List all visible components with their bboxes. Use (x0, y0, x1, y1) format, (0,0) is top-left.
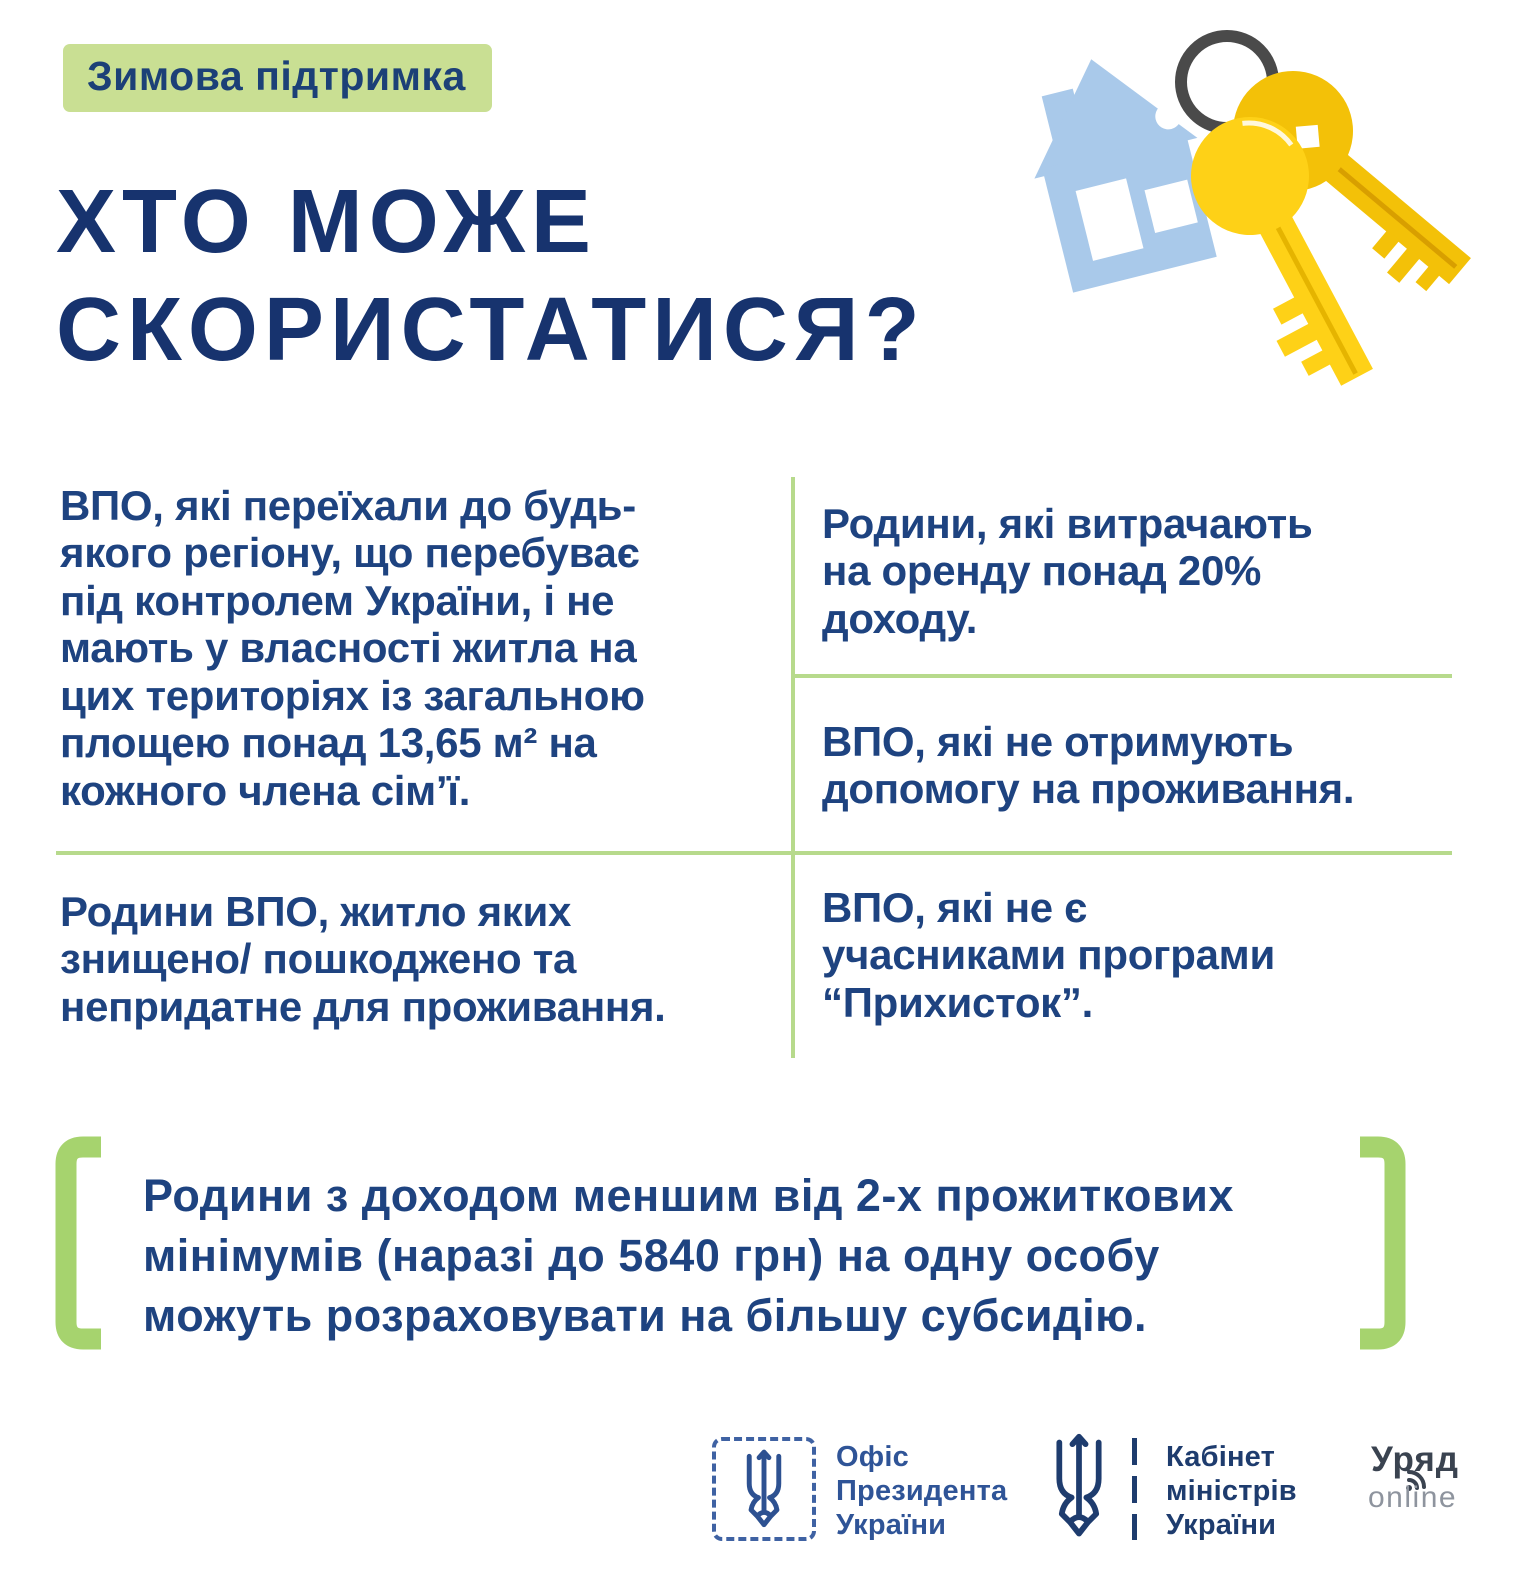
uryad-online-subtitle: online (1368, 1481, 1458, 1514)
eligibility-cell-no-allowance: ВПО, які не отримують допомогу на проживання. (822, 718, 1355, 813)
uryad-online-title: Уряд (1371, 1440, 1459, 1479)
eligibility-cell-families-rent: Родини, які витрачають на оренду понад 20% доходу. (822, 500, 1313, 642)
logo-divider-dashes (1132, 1438, 1137, 1540)
divider-horizontal-right (791, 674, 1452, 678)
callout-subsidy-note: Родини з доходом меншим від 2-х прожиткових мінімумів (наразі до 5840 грн) на одну особу можуть розраховувати на більшу субсидію. (143, 1170, 1234, 1341)
office-of-president-label: Офіс Президента України (836, 1441, 1008, 1541)
divider-vertical (791, 477, 795, 1058)
office-of-president-logo (712, 1437, 816, 1541)
bracket-left-icon (55, 1136, 109, 1350)
program-badge: Зимова підтримка (63, 44, 492, 112)
bracket-right-icon (1352, 1136, 1406, 1350)
eligibility-cell-idp-relocated: ВПО, які переїхали до будь- якого регіону, що перебуває під контролем України, і не мають у власності житла на цих територіях із загальною площею понад 13,65 м² на кожного члена сім’ї. (60, 482, 645, 814)
trident-icon (733, 1449, 795, 1529)
eligibility-cell-not-prykhystok: ВПО, які не є учасниками програми “Прихисток”. (822, 884, 1275, 1026)
cabinet-of-ministers-label: Кабінет міністрів України (1166, 1441, 1297, 1541)
divider-horizontal-full (56, 851, 1452, 855)
eligibility-cell-destroyed-housing: Родини ВПО, житло яких знищено/ пошкоджено та непридатне для проживання. (60, 888, 666, 1030)
trident-icon (1038, 1430, 1120, 1542)
page-title: ХТО МОЖЕ СКОРИСТАТИСЯ? (56, 172, 926, 380)
house-keys-illustration (1020, 18, 1490, 398)
